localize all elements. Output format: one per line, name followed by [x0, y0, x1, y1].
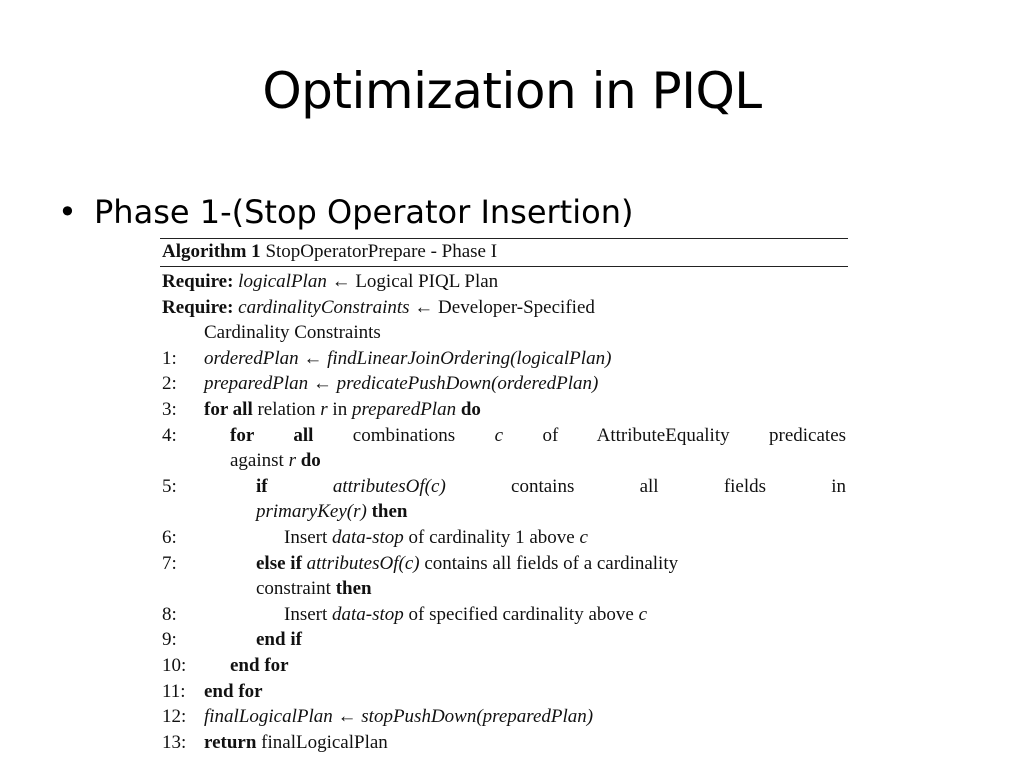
algorithm-line-11 — [160, 679, 848, 705]
require-line-1 — [160, 269, 848, 295]
algorithm-line-4-continued — [160, 448, 848, 474]
algorithm-line-6 — [160, 525, 848, 551]
variable: c — [579, 526, 588, 548]
require-keyword: Require: — [162, 296, 234, 318]
line-text: in — [831, 475, 847, 497]
variable: attributesOf(c) — [301, 552, 420, 574]
keyword: for all — [230, 424, 314, 446]
line-number: 12: — [162, 706, 187, 728]
line-text: all — [639, 475, 659, 497]
line-text: orderedPlan ← findLinearJoinOrdering(logicalPlan) — [204, 347, 612, 369]
keyword: then — [335, 578, 372, 600]
line-number: 7: — [162, 552, 177, 574]
slide-title: Optimization in PIQL — [262, 62, 762, 120]
require-description: Developer-Specified — [438, 296, 595, 318]
variable: preparedPlan — [351, 398, 457, 420]
line-text: relation — [252, 398, 321, 420]
line-number: 13: — [162, 731, 187, 753]
line-text: fields — [723, 475, 767, 497]
line-number: 6: — [162, 526, 177, 548]
line-number: 1: — [162, 347, 177, 369]
keyword: return — [204, 731, 257, 753]
line-text: finalLogicalPlan ← stopPushDown(preparedPlan) — [204, 706, 594, 728]
algorithm-line-9 — [160, 627, 848, 653]
line-text: finalLogicalPlan — [256, 731, 388, 753]
keyword: then — [366, 501, 408, 523]
assign-arrow: ← — [414, 296, 434, 318]
line-number: 9: — [162, 629, 177, 651]
line-text: constraint — [256, 578, 336, 600]
require-variable: logicalPlan — [238, 271, 327, 292]
line-text: AttributeEquality — [596, 424, 730, 446]
variable: c — [494, 424, 504, 446]
require-description: Logical PIQL Plan — [355, 271, 499, 292]
keyword: do — [456, 398, 481, 420]
algorithm-line-3 — [160, 397, 848, 423]
algorithm-line-5 — [160, 474, 848, 500]
line-text: contains all fields of a cardinality — [419, 552, 679, 574]
line-text: of specified cardinality above — [403, 603, 639, 625]
line-number: 10: — [162, 654, 187, 676]
keyword: for all — [204, 398, 253, 420]
variable: r — [320, 398, 328, 420]
line-text: combinations — [352, 424, 456, 446]
variable: data-stop — [332, 603, 404, 625]
line-text: predicates — [769, 424, 847, 446]
algorithm-line-8 — [160, 602, 848, 628]
algorithm-header — [160, 238, 848, 267]
algorithm-line-10 — [160, 653, 848, 679]
line-text: contains — [511, 475, 575, 497]
assign-arrow: ← — [331, 271, 351, 292]
line-text: Insert — [284, 603, 333, 625]
algorithm-line-5-continued — [160, 499, 848, 525]
algorithm-line-1 — [160, 346, 848, 372]
variable: data-stop — [332, 526, 404, 548]
algorithm-label: Algorithm 1 — [162, 241, 261, 262]
line-number: 2: — [162, 373, 177, 395]
line-number: 11: — [162, 680, 186, 702]
require-keyword: Require: — [162, 271, 234, 292]
keyword: else if — [256, 552, 302, 574]
require-line-2 — [160, 295, 848, 321]
line-text: of — [542, 424, 559, 446]
algorithm-line-4 — [160, 423, 848, 449]
line-text: in — [327, 398, 352, 420]
algorithm-line-2 — [160, 371, 848, 397]
algorithm-line-13 — [160, 730, 848, 756]
algorithm-line-12 — [160, 704, 848, 730]
line-number: 8: — [162, 603, 177, 625]
line-text: preparedPlan ← predicatePushDown(orderedPlan) — [204, 373, 599, 395]
keyword: end for — [204, 680, 263, 702]
line-number: 4: — [162, 424, 177, 446]
bullet-item — [58, 193, 633, 231]
line-number: 3: — [162, 398, 177, 420]
variable: r — [288, 450, 296, 472]
keyword: end for — [230, 654, 289, 676]
algorithm-figure — [160, 238, 848, 755]
bullet-icon: • — [58, 193, 77, 231]
line-text: Insert — [284, 526, 333, 548]
algorithm-name: StopOperatorPrepare - Phase I — [265, 241, 498, 262]
algorithm-line-7 — [160, 551, 848, 577]
variable: attributesOf(c) — [332, 475, 446, 497]
variable: c — [638, 603, 647, 625]
line-text: against — [230, 450, 289, 472]
bullet-text: Phase 1-(Stop Operator Insertion) — [94, 193, 634, 231]
require-line-2-continued — [160, 320, 848, 346]
keyword: end if — [256, 629, 302, 651]
line-text: of cardinality 1 above — [403, 526, 580, 548]
require-variable: cardinalityConstraints — [238, 296, 410, 318]
keyword: do — [295, 450, 321, 472]
require-description-cont: Cardinality Constraints — [204, 322, 381, 344]
algorithm-line-7-continued — [160, 576, 848, 602]
variable: primaryKey(r) — [256, 501, 367, 523]
line-number: 5: — [162, 475, 177, 497]
keyword: if — [256, 475, 268, 497]
